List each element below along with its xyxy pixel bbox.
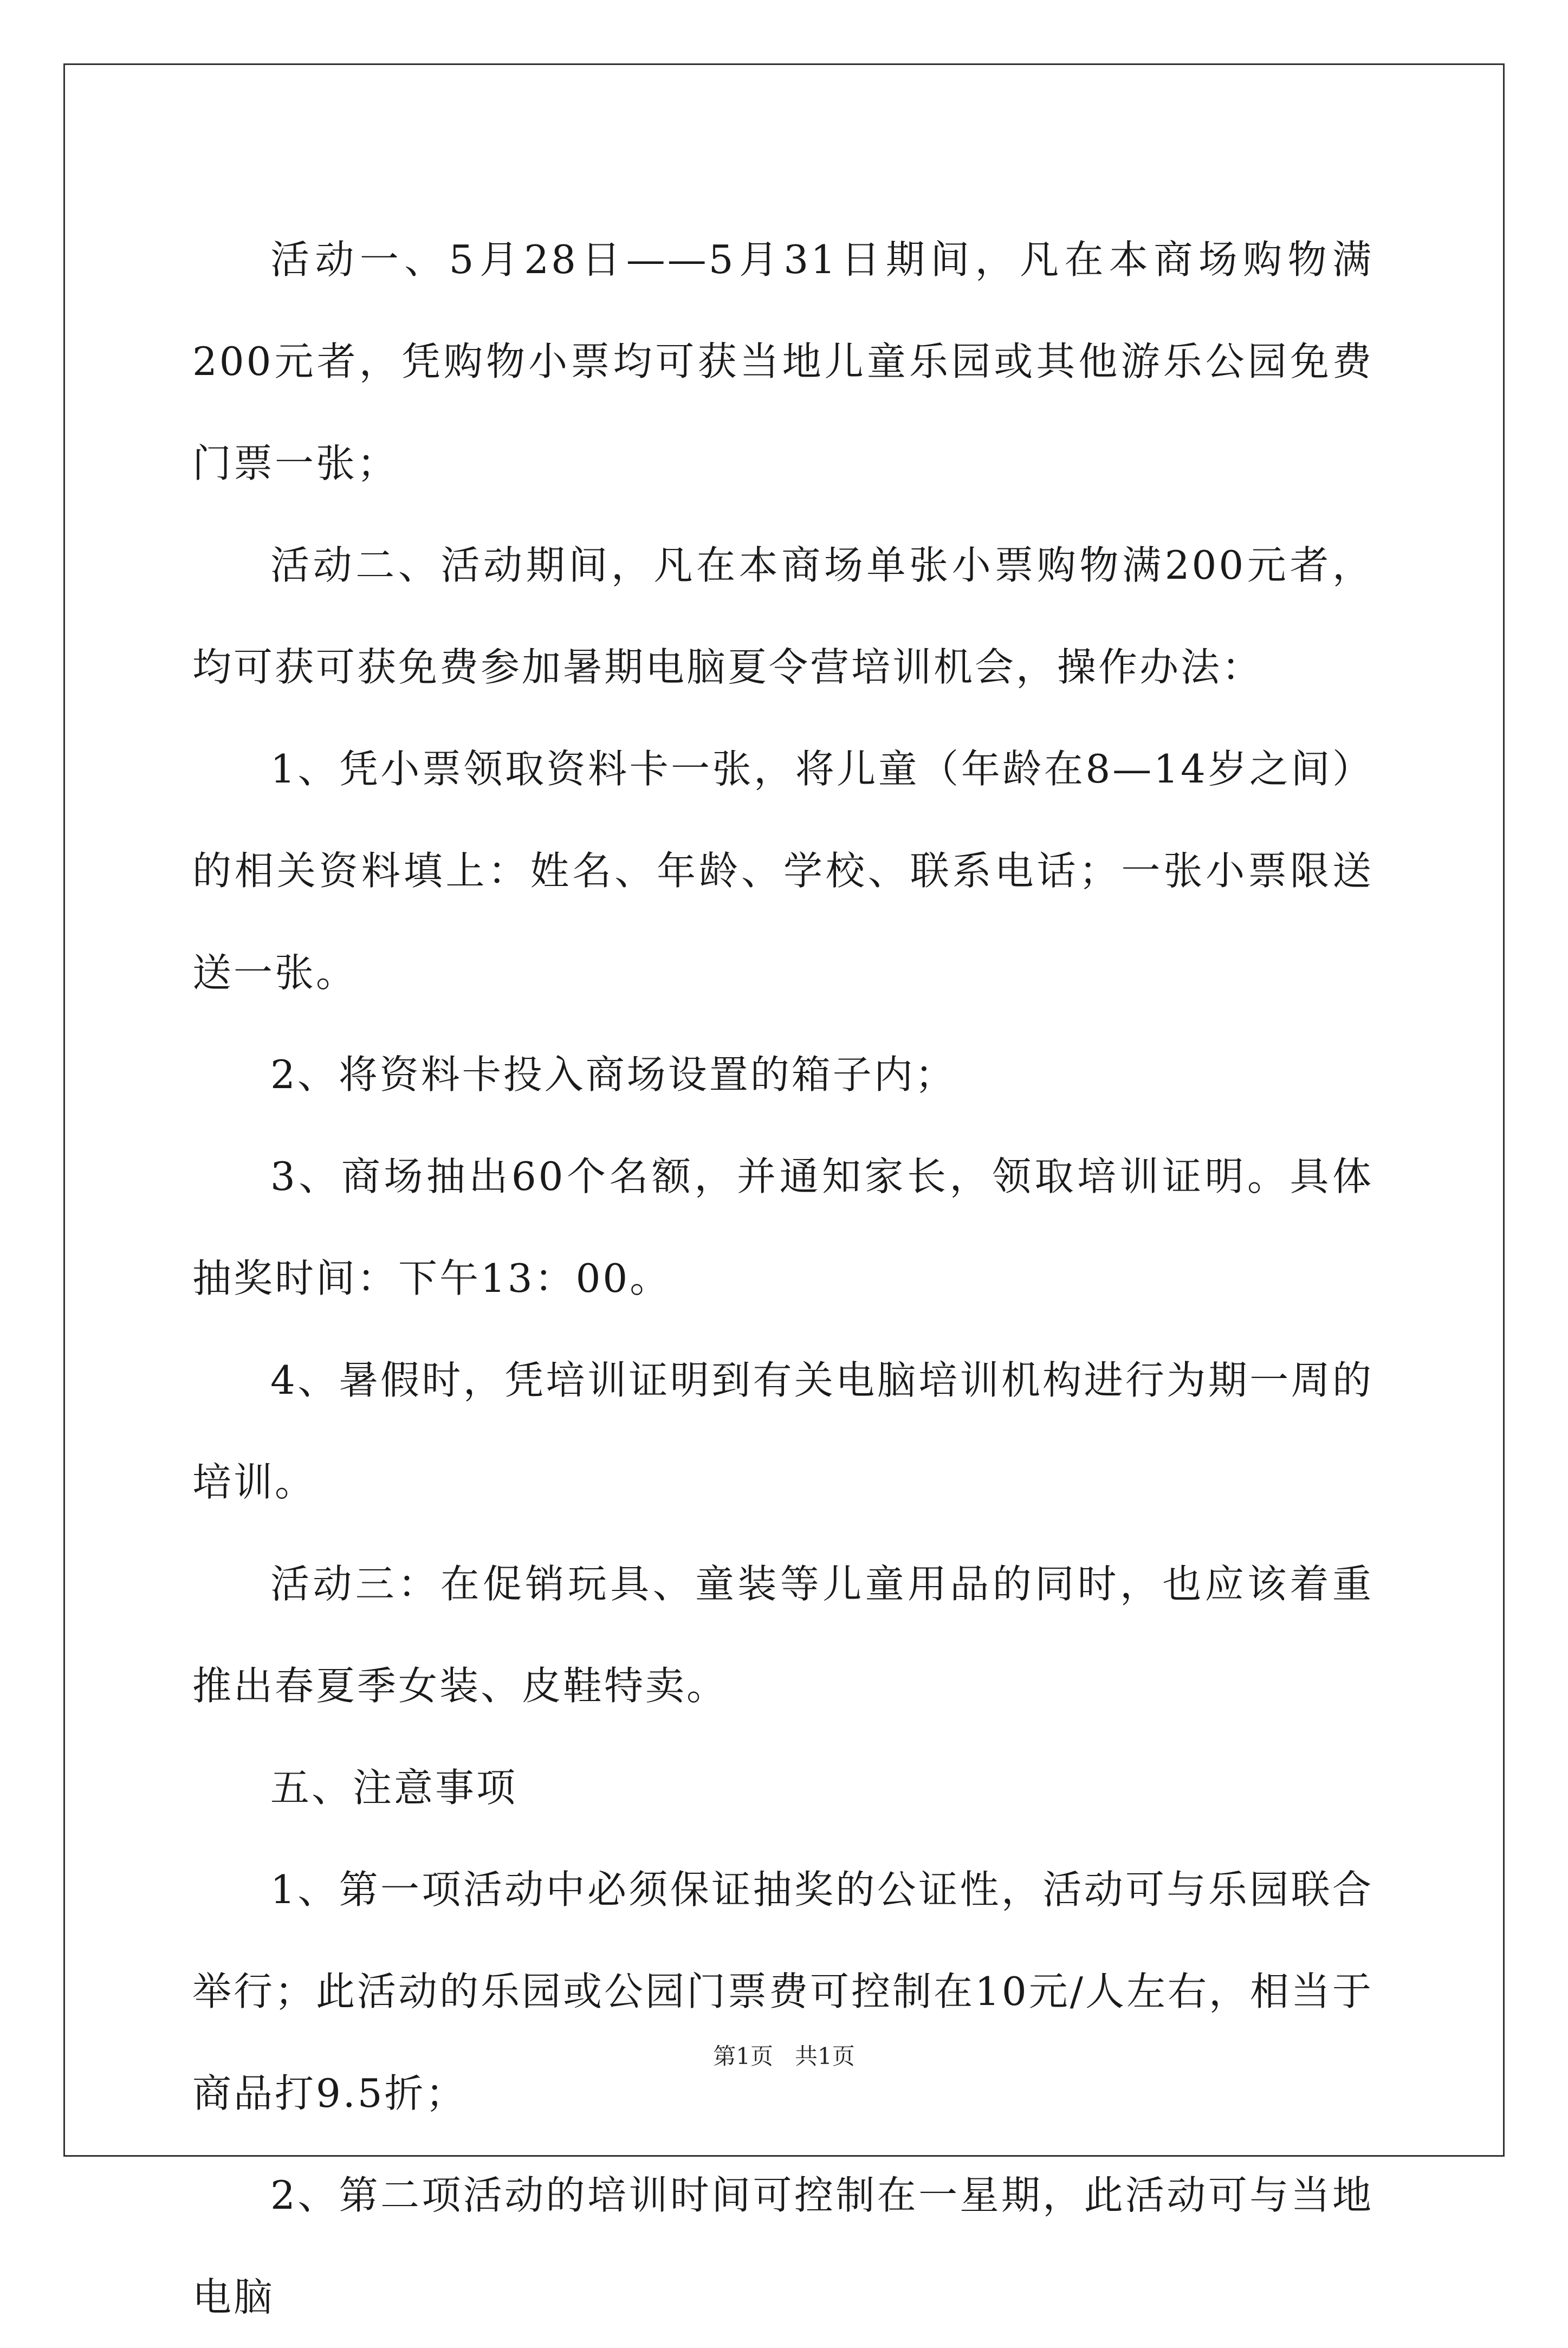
paragraph-note-1: 1、第一项活动中必须保证抽奖的公证性，活动可与乐园联合举行；此活动的乐园或公园门票费可控制在10元/人左右，相当于商品打9.5折； [192, 1867, 1373, 2116]
page-total: 共1页 [795, 2043, 855, 2069]
paragraph-step-4: 4、暑假时，凭培训证明到有关电脑培训机构进行为期一周的培训。 [192, 1357, 1373, 1505]
page-footer [0, 2040, 1568, 2073]
paragraph-step-3: 3、商场抽出60个名额，并通知家长，领取培训证明。具体抽奖时间：下午13：00。 [192, 1154, 1373, 1301]
paragraph-step-2: 2、将资料卡投入商场设置的箱子内； [270, 1052, 956, 1097]
paragraph-activity-3: 活动三：在促销玩具、童装等儿童用品的同时，也应该着重推出春夏季女装、皮鞋特卖。 [192, 1561, 1373, 1709]
document-body [192, 209, 1373, 2348]
paragraph-activity-2: 活动二、活动期间，凡在本商场单张小票购物满200元者，均可获可获免费参加暑期电脑夏令营培训机会，操作办法： [192, 542, 1373, 690]
section-heading-notes: 五、注意事项 [270, 1765, 518, 1810]
paragraph-step-1: 1、凭小票领取资料卡一张，将儿童（年龄在8—14岁之间）的相关资料填上：姓名、年龄、学校、联系电话；一张小票限送送一张。 [192, 746, 1373, 995]
page-number: 第1页 [713, 2043, 773, 2069]
paragraph-activity-1: 活动一、5月28日——5月31日期间，凡在本商场购物满200元者，凭购物小票均可获当地儿童乐园或其他游乐公园免费门票一张； [192, 237, 1373, 486]
paragraph-note-2: 2、第二项活动的培训时间可控制在一星期，此活动可与当地电脑 [192, 2172, 1373, 2320]
